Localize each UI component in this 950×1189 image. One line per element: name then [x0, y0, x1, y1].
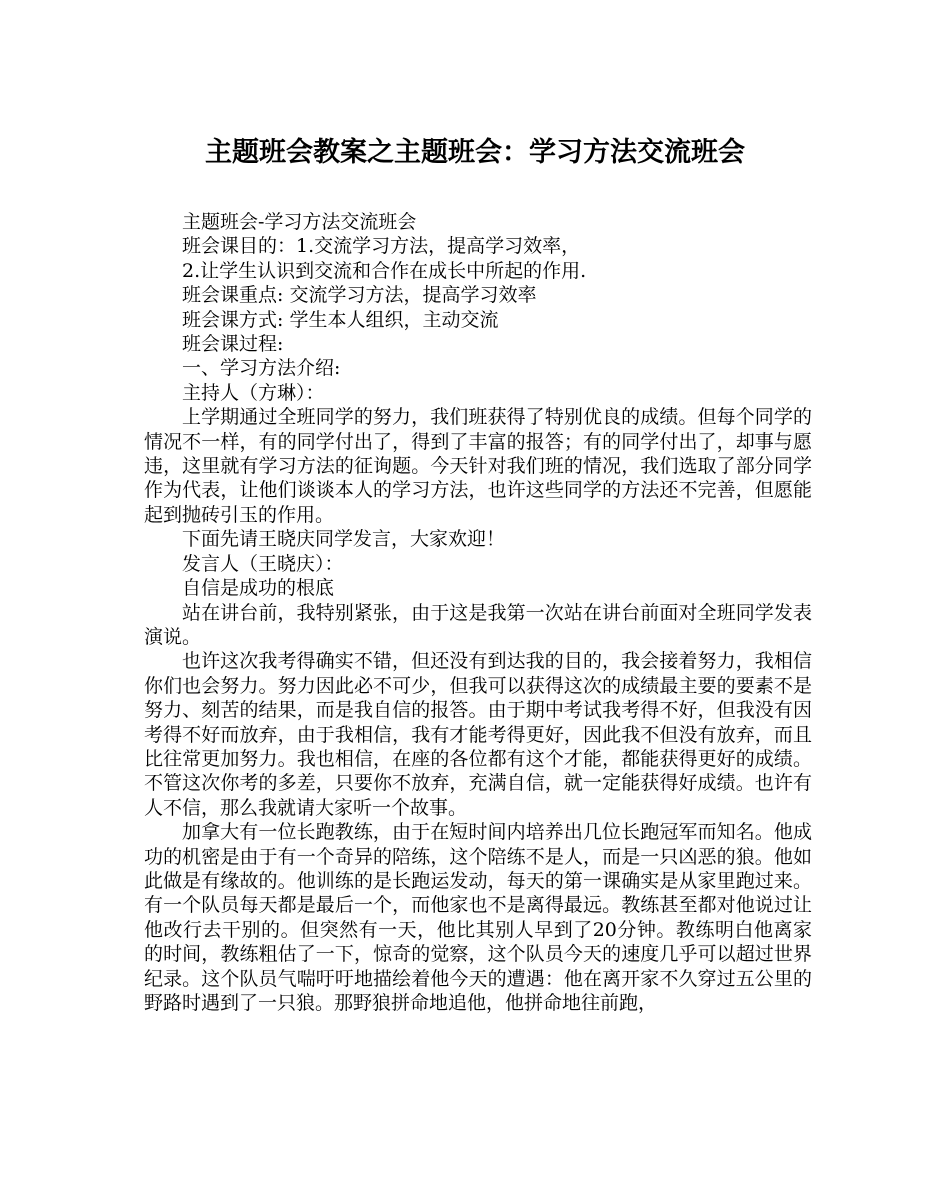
body-paragraph: 发言人（王晓庆）：: [182, 552, 344, 575]
body-paragraph: 也许这次我考得确实不错，但还没有到达我的目的，我会接着努力，我相信你们也会努力。努力因此必不可少，但我可以获得这次的成绩最主要的要素不是努力、刻苦的结果，而是我自信的报答。由于期中考试我考得不好，但我没有因考得不好而放弃，由于我相信，我有才能考得更好，因此我不但没有放弃，而且比往常更加努力。我也相信，在座的各位都有这个才能，都能获得更好的成绩。不管这次你考的多差，只要你不放弃，充满自信，就一定能获得好成绩。也许有人不信，那么我就请大家听一个故事。: [144, 650, 812, 819]
body-paragraph: 主题班会-学习方法交流班会: [182, 211, 417, 233]
body-paragraph: 上学期通过全班同学的努力，我们班获得了特别优良的成绩。但每个同学的情况不一样，有的同学付出了，得到了丰富的报答；有的同学付出了，却事与愿违，这里就有学习方法的征询题。今天针对我们班的情况，我们选取了部分同学作为代表，让他们谈谈本人的学习方法，也许这些同学的方法还不完善，但愿能起到抛砖引玉的作用。: [144, 406, 812, 526]
body-paragraph: 主持人（方琳）：: [182, 381, 325, 404]
body-paragraph: 站在讲台前，我特别紧张，由于这是我第一次站在讲台前面对全班同学发表演说。: [144, 601, 812, 648]
body-paragraph: 班会课过程:: [182, 333, 284, 356]
body-paragraph: 班会课重点: 交流学习方法，提高学习效率: [182, 284, 537, 307]
body-paragraph: 加拿大有一位长跑教练，由于在短时间内培养出几位长跑冠军而知名。他成功的机密是由于有一个奇异的陪练，这个陪练不是人，而是一只凶恶的狼。他如此做是有缘故的。他训练的是长跑运发动，每天的第一课确实是从家里跑过来。有一个队员每天都是最后一个，而他家也不是离得最远。教练甚至都对他说过让他改行去干别的。但突然有一天，他比其别人早到了20分钟。教练明白他离家的时间，教练粗估了一下，惊奇的觉察，这个队员今天的速度几乎可以超过世界纪录。这个队员气喘吁吁地描绘着他今天的遭遇：他在离开家不久穿过五公里的野路时遇到了一只狼。那野狼拼命地追他，他拼命地往前跑，: [144, 821, 812, 1014]
body-paragraph: 下面先请王晓庆同学发言，大家欢迎！: [182, 528, 506, 551]
body-paragraph: 2.让学生认识到交流和合作在成长中所起的作用.: [182, 259, 587, 282]
body-paragraph: 班会课目的：1.交流学习方法，提高学习效率，: [182, 235, 581, 258]
body-paragraph: 自信是成功的根底: [182, 577, 335, 600]
body-paragraph: 班会课方式: 学生本人组织，主动交流: [182, 308, 499, 331]
body-paragraph: 一、学习方法介绍:: [182, 357, 341, 380]
document-title: 主题班会教案之主题班会：学习方法交流班会: [205, 137, 745, 168]
document-body: [144, 210, 812, 1015]
